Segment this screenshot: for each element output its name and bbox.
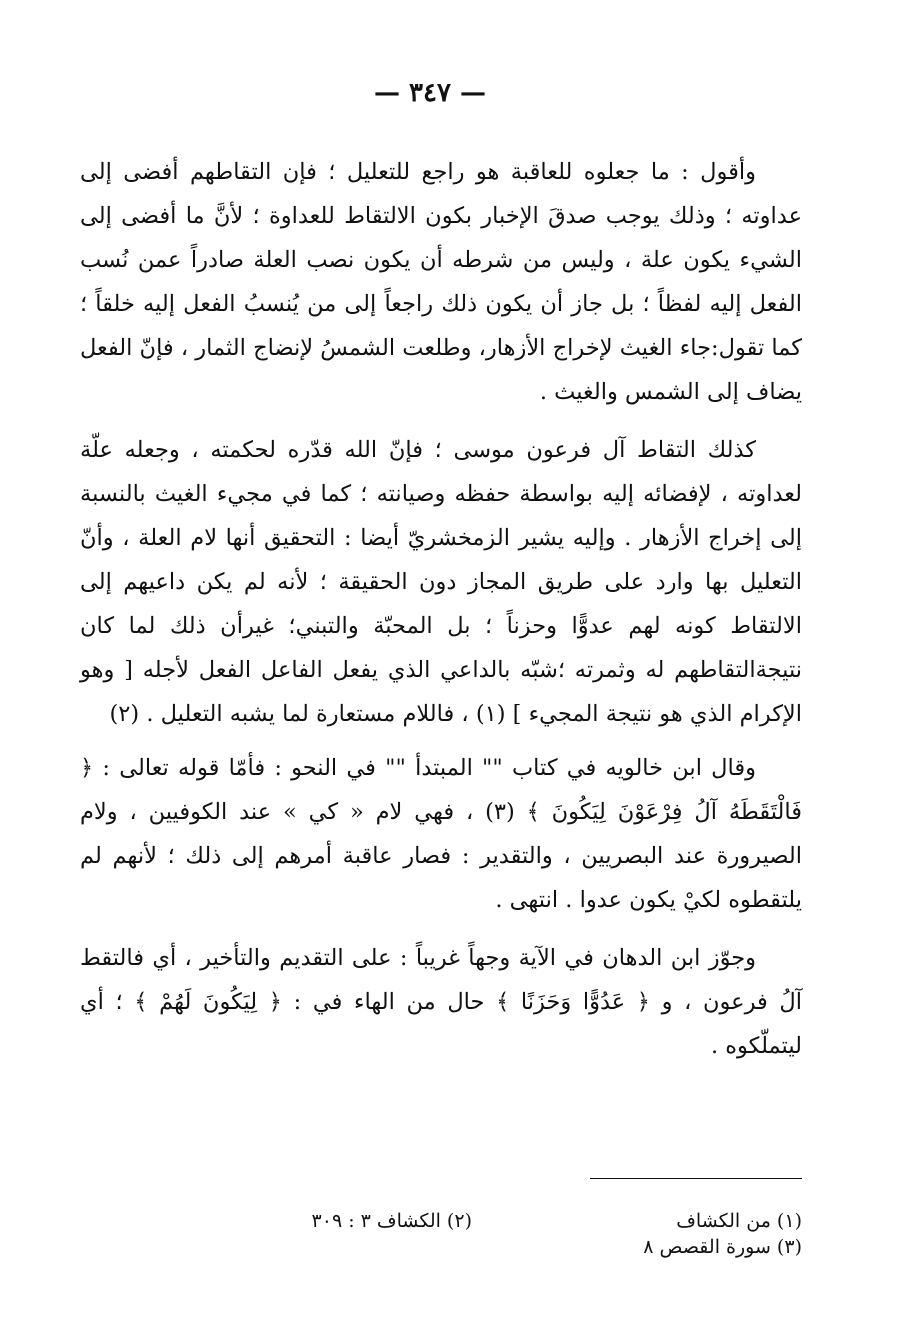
footnote-1: (١) من الكشاف: [676, 1210, 802, 1232]
paragraph-3: وقال ابن خالويه في كتاب "" المبتدأ "" في النحو : فأمّا قوله تعالى : ﴿ فَالْتَقَطَهُ آلُ فِرْعَوْنَ لِيَكُونَ ﴾ (٣) ، فهي لام « كي » عند الكوفيين ، ولام الصيرورة عند البصريين ، والتقدير : فصار عاقبة أمرهم إلى ذلك ؛ لأنهم لم يلتقطوه لكيْ يكون عدوا . انتهى .: [80, 755, 802, 913]
footnote-2: (٢) الكشاف ٣ : ٣٠٩: [311, 1210, 472, 1232]
paragraph-1: وأقول : ما جعلوه للعاقبة هو راجع للتعليل ؛ فإن التقاطهم أفضى إلى عداوته ؛ وذلك يوجب صدقَ الإخبار بكون الالتقاط للعداوة ؛ لأنَّ ما أفضى إلى الشيء يكون علة ، وليس من شرطه أن يكون نصب العلة صادراً عمن نُسب الفعل إليه لفظاً ؛ بل جاز أن يكون ذلك راجعاً إلى من يُنسبُ الفعل إليه خلقاً ؛ كما تقول:جاء الغيث لإخراج الأزهار، وطلعت الشمسُ لإنضاج الثمار ، فإنّ الفعل يضاف إلى الشمس والغيث .: [80, 159, 802, 405]
main-text: [80, 150, 802, 1082]
paragraph-4: وجوّز ابن الدهان في الآية وجهاً غريباً : على التقديم والتأخير ، أي فالتقط آلُ فرعون ، و ﴿ عَدُوًّا وَحَزَنًا ﴾ حال من الهاء في : ﴿ لِيَكُونَ لَهُمْ ﴾ ؛ أي ليتملّكوه .: [80, 945, 802, 1059]
page-number: — ٣٤٧ —: [373, 78, 487, 108]
paragraph-2: كذلك التقاط آل فرعون موسى ؛ فإنّ الله قدّره لحكمته ، وجعله علّة لعداوته ، لإفضائه إليه بواسطة حفظه وصيانته ؛ كما في مجيء الغيث بالنسبة إلى إخراج الأزهار . وإليه يشير الزمخشريّ أيضا : التحقيق أنها لام العلة ، وأنّ التعليل بها وارد على طريق المجاز دون الحقيقة ؛ لأنه لم يكن داعيهم إلى الالتقاط كونه لهم عدوًّا وحزناً ؛ بل المحبّة والتبني؛ غيرأن ذلك لما كان نتيجةالتقاطهم له وثمرته ؛شبّه بالداعي الذي يفعل الفاعل الفعل لأجله [ وهو الإكرام الذي هو نتيجة المجيء ] (١) ، فاللام مستعارة لما يشبه التعليل . (٢): [80, 437, 802, 727]
footnote-divider: [590, 1178, 802, 1179]
footnotes: [202, 1208, 802, 1268]
footnote-3: (٣) سورة القصص ٨: [643, 1236, 802, 1258]
